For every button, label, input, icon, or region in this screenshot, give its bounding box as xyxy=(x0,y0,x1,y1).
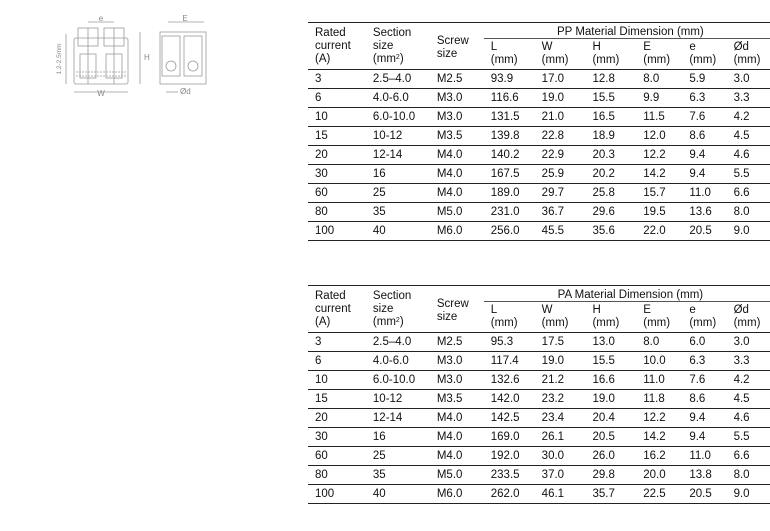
table-cell: 3.3 xyxy=(727,352,770,371)
pa-dimension-table xyxy=(308,285,770,504)
table-cell: 23.2 xyxy=(535,390,586,409)
table-cell: 29.8 xyxy=(585,466,636,485)
table-cell: 6 xyxy=(308,352,366,371)
table-cell: 9.9 xyxy=(636,89,682,108)
table-cell: 17.5 xyxy=(535,333,586,352)
table-cell: 15.5 xyxy=(585,89,636,108)
table-cell: 16 xyxy=(366,165,430,184)
table-cell: 189.0 xyxy=(484,184,535,203)
table-cell: 60 xyxy=(308,184,366,203)
table-cell: 40 xyxy=(366,222,430,241)
table-row xyxy=(308,352,770,371)
table-row xyxy=(308,447,770,466)
table-cell: 20.5 xyxy=(682,485,726,504)
dimension-header-cell: H (mm) xyxy=(585,302,636,333)
table-row xyxy=(308,485,770,504)
table-cell: 12-14 xyxy=(366,409,430,428)
table-row xyxy=(308,466,770,485)
table-cell: 256.0 xyxy=(484,222,535,241)
table-cell: 19.0 xyxy=(535,352,586,371)
table-cell: 15.7 xyxy=(636,184,682,203)
table-cell: 25.8 xyxy=(585,184,636,203)
table-cell: 10-12 xyxy=(366,127,430,146)
table-cell: 117.4 xyxy=(484,352,535,371)
dimension-header-cell: e (mm) xyxy=(682,302,726,333)
table-cell: 5.5 xyxy=(727,428,770,447)
table-cell: 9.0 xyxy=(727,485,770,504)
table-cell: 37.0 xyxy=(535,466,586,485)
table-cell: 15.5 xyxy=(585,352,636,371)
table-cell: 140.2 xyxy=(484,146,535,165)
table-cell: 5.5 xyxy=(727,165,770,184)
table-cell: M4.0 xyxy=(430,146,484,165)
table-cell: 45.5 xyxy=(535,222,586,241)
dimension-header-cell: Ød (mm) xyxy=(727,39,770,70)
table-body xyxy=(308,70,770,241)
screw-size-header: Screw size xyxy=(430,286,484,333)
table-cell: 6.0-10.0 xyxy=(366,371,430,390)
table-cell: 35 xyxy=(366,466,430,485)
table-cell: 22.5 xyxy=(636,485,682,504)
table-cell: 12.2 xyxy=(636,146,682,165)
table-cell: 139.8 xyxy=(484,127,535,146)
table-cell: 2.5–4.0 xyxy=(366,70,430,89)
table-cell: 8.6 xyxy=(682,390,726,409)
screw-size-header: Screw size xyxy=(430,23,484,70)
table-cell: M2.5 xyxy=(430,333,484,352)
table-row xyxy=(308,165,770,184)
table-cell: 6.0 xyxy=(682,333,726,352)
table-cell: 4.5 xyxy=(727,390,770,409)
table-body xyxy=(308,333,770,504)
table-cell: 23.4 xyxy=(535,409,586,428)
dimension-w-label: W xyxy=(97,89,105,98)
table-cell: 9.4 xyxy=(682,146,726,165)
dimension-e-small-label: e xyxy=(98,14,104,23)
table-cell: 8.6 xyxy=(682,127,726,146)
table-cell: 6.6 xyxy=(727,447,770,466)
table-cell: 95.3 xyxy=(484,333,535,352)
table-cell: 4.0-6.0 xyxy=(366,89,430,108)
table-row xyxy=(308,203,770,222)
table-cell: M3.5 xyxy=(430,390,484,409)
table-cell: 22.8 xyxy=(535,127,586,146)
table-cell: 30 xyxy=(308,165,366,184)
table-cell: 14.2 xyxy=(636,428,682,447)
table-cell: M3.0 xyxy=(430,108,484,127)
table-cell: M5.0 xyxy=(430,203,484,222)
table-cell: M2.5 xyxy=(430,70,484,89)
table-cell: 11.0 xyxy=(682,184,726,203)
table-cell: 13.6 xyxy=(682,203,726,222)
table-cell: 9.4 xyxy=(682,165,726,184)
table-row xyxy=(308,390,770,409)
table-cell: 132.6 xyxy=(484,371,535,390)
table-cell: 15 xyxy=(308,127,366,146)
table-row xyxy=(308,89,770,108)
table-cell: 100 xyxy=(308,222,366,241)
material-group-header: PP Material Dimension (mm) xyxy=(484,23,770,39)
table-cell: 8.0 xyxy=(727,203,770,222)
table-cell: 25 xyxy=(366,447,430,466)
table-cell: 60 xyxy=(308,447,366,466)
table-row xyxy=(308,222,770,241)
table-cell: 11.5 xyxy=(636,108,682,127)
table-cell: 3.3 xyxy=(727,89,770,108)
table-cell: 19.0 xyxy=(585,390,636,409)
terminal-block-drawing xyxy=(52,14,222,104)
table-row xyxy=(308,127,770,146)
pp-dimension-table xyxy=(308,22,770,241)
table-cell: 6.0-10.0 xyxy=(366,108,430,127)
table-cell: 40 xyxy=(366,485,430,504)
table-cell: 7.6 xyxy=(682,108,726,127)
table-cell: 30 xyxy=(308,428,366,447)
table-cell: 35.6 xyxy=(585,222,636,241)
table-cell: 4.0-6.0 xyxy=(366,352,430,371)
table-cell: 16.6 xyxy=(585,371,636,390)
table-cell: 16.5 xyxy=(585,108,636,127)
dimension-d-label: Ød xyxy=(180,87,191,96)
table-cell: 10 xyxy=(308,371,366,390)
table-cell: 20.0 xyxy=(636,466,682,485)
table-cell: M4.0 xyxy=(430,165,484,184)
table-cell: 262.0 xyxy=(484,485,535,504)
table-cell: M6.0 xyxy=(430,222,484,241)
table-cell: 13.8 xyxy=(682,466,726,485)
table-cell: M4.0 xyxy=(430,184,484,203)
table-cell: 16.2 xyxy=(636,447,682,466)
table-cell: M4.0 xyxy=(430,409,484,428)
table-cell: 192.0 xyxy=(484,447,535,466)
table-cell: M3.5 xyxy=(430,127,484,146)
table-cell: 21.0 xyxy=(535,108,586,127)
dimension-header-cell: e (mm) xyxy=(682,39,726,70)
dimension-header-cell: L (mm) xyxy=(484,302,535,333)
table-cell: 8.0 xyxy=(636,70,682,89)
table-cell: 4.2 xyxy=(727,108,770,127)
table-cell: 25.9 xyxy=(535,165,586,184)
table-cell: 3 xyxy=(308,333,366,352)
table-cell: 20.4 xyxy=(585,409,636,428)
table-cell: M3.0 xyxy=(430,89,484,108)
table-cell: 46.1 xyxy=(535,485,586,504)
table-cell: 9.4 xyxy=(682,428,726,447)
dimension-header-cell: L (mm) xyxy=(484,39,535,70)
table-row xyxy=(308,146,770,165)
table-cell: 29.7 xyxy=(535,184,586,203)
table-cell: 8.0 xyxy=(636,333,682,352)
table-cell: 6 xyxy=(308,89,366,108)
table-cell: 12-14 xyxy=(366,146,430,165)
table-cell: 20 xyxy=(308,409,366,428)
table-cell: 80 xyxy=(308,203,366,222)
table-row xyxy=(308,409,770,428)
table-cell: 36.7 xyxy=(535,203,586,222)
rated-current-header: Rated current (A) xyxy=(308,286,366,333)
table-cell: 12.0 xyxy=(636,127,682,146)
table-cell: 10 xyxy=(308,108,366,127)
table-cell: M4.0 xyxy=(430,428,484,447)
table-cell: 6.3 xyxy=(682,89,726,108)
table-cell: 142.5 xyxy=(484,409,535,428)
table-cell: 3.0 xyxy=(727,70,770,89)
table-cell: 4.2 xyxy=(727,371,770,390)
table-cell: 9.4 xyxy=(682,409,726,428)
dimension-header-cell: W (mm) xyxy=(535,302,586,333)
table-cell: 12.8 xyxy=(585,70,636,89)
table-cell: 231.0 xyxy=(484,203,535,222)
table-cell: 9.0 xyxy=(727,222,770,241)
table-cell: 131.5 xyxy=(484,108,535,127)
table-cell: 35.7 xyxy=(585,485,636,504)
table-cell: M6.0 xyxy=(430,485,484,504)
table-cell: 11.0 xyxy=(682,447,726,466)
table-cell: 35 xyxy=(366,203,430,222)
table-cell: 11.8 xyxy=(636,390,682,409)
dimension-header-cell: Ød (mm) xyxy=(727,302,770,333)
table-cell: 11.0 xyxy=(636,371,682,390)
table-cell: 21.2 xyxy=(535,371,586,390)
material-group-header: PA Material Dimension (mm) xyxy=(484,286,770,302)
table-cell: 20.5 xyxy=(682,222,726,241)
table-cell: 26.0 xyxy=(585,447,636,466)
table-cell: 169.0 xyxy=(484,428,535,447)
table-cell: 12.2 xyxy=(636,409,682,428)
table-cell: 167.5 xyxy=(484,165,535,184)
table-cell: 4.6 xyxy=(727,409,770,428)
dimension-header-cell: E (mm) xyxy=(636,302,682,333)
table-cell: 10.0 xyxy=(636,352,682,371)
table-cell: 30.0 xyxy=(535,447,586,466)
table-row xyxy=(308,108,770,127)
table-cell: 26.1 xyxy=(535,428,586,447)
table-cell: 20.5 xyxy=(585,428,636,447)
section-size-header: Section size $(mm^2)$ xyxy=(366,23,430,70)
table-cell: 3 xyxy=(308,70,366,89)
table-cell: 80 xyxy=(308,466,366,485)
table-cell: 4.6 xyxy=(727,146,770,165)
table-row xyxy=(308,371,770,390)
table-cell: 15 xyxy=(308,390,366,409)
table-row xyxy=(308,428,770,447)
dimension-header-cell: E (mm) xyxy=(636,39,682,70)
table-cell: 116.6 xyxy=(484,89,535,108)
table-cell: 2.5–4.0 xyxy=(366,333,430,352)
table-cell: 20.2 xyxy=(585,165,636,184)
table-cell: 233.5 xyxy=(484,466,535,485)
table-cell: 6.3 xyxy=(682,352,726,371)
table-cell: M5.0 xyxy=(430,466,484,485)
table-cell: 4.5 xyxy=(727,127,770,146)
table-cell: 6.6 xyxy=(727,184,770,203)
rated-current-header: Rated current (A) xyxy=(308,23,366,70)
table-cell: 18.9 xyxy=(585,127,636,146)
dimension-header-cell: W (mm) xyxy=(535,39,586,70)
table-cell: 16 xyxy=(366,428,430,447)
table-cell: 3.0 xyxy=(727,333,770,352)
dimension-e-large-label: E xyxy=(182,14,188,23)
table-cell: 22.9 xyxy=(535,146,586,165)
table-row xyxy=(308,333,770,352)
table-cell: 29.6 xyxy=(585,203,636,222)
table-cell: 25 xyxy=(366,184,430,203)
strip-length-label: 1.2-2.5mm xyxy=(56,43,63,75)
table-cell: M4.0 xyxy=(430,447,484,466)
table-cell: 20 xyxy=(308,146,366,165)
table-cell: 93.9 xyxy=(484,70,535,89)
table-cell: 8.0 xyxy=(727,466,770,485)
table-cell: 5.9 xyxy=(682,70,726,89)
table-row xyxy=(308,184,770,203)
table-cell: 100 xyxy=(308,485,366,504)
table-row xyxy=(308,70,770,89)
table-cell: 19.5 xyxy=(636,203,682,222)
dimension-header-cell: H (mm) xyxy=(585,39,636,70)
table-cell: 17.0 xyxy=(535,70,586,89)
table-cell: 7.6 xyxy=(682,371,726,390)
table-cell: 142.0 xyxy=(484,390,535,409)
section-size-header: Section size $(mm^2)$ xyxy=(366,286,430,333)
table-cell: 19.0 xyxy=(535,89,586,108)
table-cell: 22.0 xyxy=(636,222,682,241)
table-cell: 13.0 xyxy=(585,333,636,352)
table-cell: M3.0 xyxy=(430,371,484,390)
table-cell: M3.0 xyxy=(430,352,484,371)
table-cell: 10-12 xyxy=(366,390,430,409)
table-cell: 20.3 xyxy=(585,146,636,165)
table-cell: 14.2 xyxy=(636,165,682,184)
dimension-h-label: H xyxy=(144,53,150,62)
